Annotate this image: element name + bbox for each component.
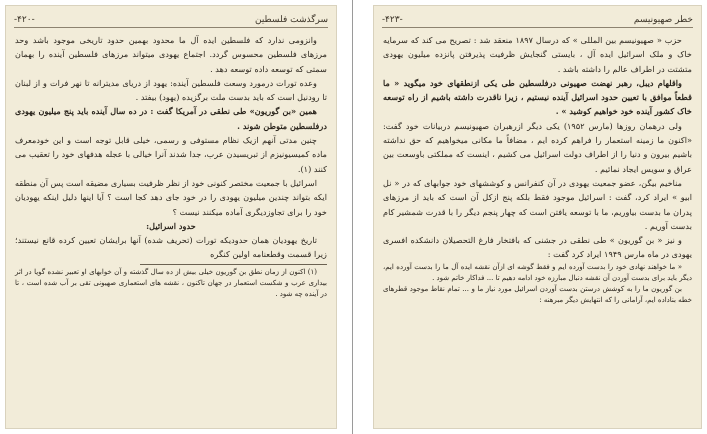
right-paragraph-5: و نیز « بن گوریون » طی نطقی در جشنی که بافتخار فارغ التحصیلان دانشکده افسری یهودی در ماه مارس ۱۹۴۹ ایراد کرد گفت : (383, 235, 692, 260)
left-footnote: (۱) اکنون از زمان نطق بن گوریون خیلی بیش از ده سال گذشته و آن خوابهای او تعبیر نشده گویا در اثر بیداری عرب و شکست استعمار در جهان تاکنون ، نقشه های استعماری صهیونی تقی بر آب شده است ، تا در آینده چه شود . (15, 267, 327, 298)
left-page-number: -۴۲۰- (14, 15, 35, 25)
right-page-number: -۴۲۳- (382, 15, 403, 25)
right-body (383, 33, 692, 424)
left-paragraph-5: اسرائیل با جمعیت مختصر کنونی خود از نظر ظرفیت بسیاری مضیقه است پس آن منطقه ایکه بتواند چندین میلیون یهودی را در خود جای دهد کجا است ؟ آیا اینها دلیل اینکه یهودیان خود را برای تجاوزدیگری آماده میکنند نیست ؟ (15, 177, 327, 217)
right-paragraph-1: حزب « صهیونیسم بین المللی » که درسال ۱۸۹۷ منعقد شد : تصریح می کند که سرمایه خاک و ملک اسرائیل ایده آل ، بایستی گنجایش ظرفیت پذیرفتن پانزده میلیون یهودی متشتت در اطراف عالم را داشته باشد . (383, 35, 692, 74)
right-quote: « ما خواهند نهادی خود را بدست آورده ایم و فقط گوشه ای ازآن نقشه ایده آل ما را بدست آورده ایم، دیگر باید برای بدست آوردن آن نقشه دنبال مبارزه خود ادامه دهیم تا ... فداکار خاتم شود . (383, 262, 692, 282)
right-running-head (382, 13, 693, 28)
left-paragraph-3: همین «بن گوریون» طی نطقی در آمریکا گفت : در ده سال آینده باید پنج میلیون یهودی درفلسطین متوطن شوند . (15, 106, 327, 131)
right-page (374, 6, 701, 428)
left-body (15, 33, 327, 424)
footnote-rule (140, 264, 327, 265)
right-closing: بن گوریون ما را به کوشش درستن بدست آوردن اسرائیل مورد نیاز ما و ... تمام نقاط موجود قطرهای خطه بناداده ایم، آرامانی را که انتهایش دیگر مبرهنه : (383, 284, 692, 304)
right-paragraph-2: واقلهام دیبل، رهبر نهضت صهیونی درفلسطین طی یکی ازنطقهای خود میگوید « ما قطعاً موافق با تعیین حدود اسرائیل آینده نیستیم ، زیرا ناقدرت داشته باشیم از راه توسعه خاک کشور آینده خود خواهیم کوشید » . (383, 77, 692, 117)
right-paragraph-4: مناخیم بیگن، عضو جمعیت یهودی در آن کنفرانس و کوششهای خود جوابهای که در « نل ابیو » ایراد کرد، گفت : اسرائیل موجود فقط بلکه پنج ازکل آن است که باید از مرزهای پدران ما بدست بیاوریم، ما با توسعه یافتن است که چهار پنجم دیگر را با قدرت شمشیر کام بدست آوریم . (383, 177, 692, 231)
left-page (6, 6, 336, 428)
left-running-head (14, 13, 328, 28)
right-paragraph-3: ولی درهمان روزها (مارس ۱۹۵۲) یکی دیگر ازرهبران صهیونیسم دربیانات خود گفت: «اکنون ما زمینه استعمار را فراهم کرده ایم ، مضافاً ما مکانی میخواهیم که حق نداشته باشیم بیرون و دنیا را از اطراف دولت اسرائیل می کشیم ، اینست که مملکتی باوسعت بین عراق و سویس ایجاد نمائیم . (383, 120, 692, 174)
left-paragraph-4: چنین مدتی آنهم ازیک نظام مستوفی و رسمی، خیلی قابل توجه است و این خودمعرف ماده کمیسیونیزم از تبریسیدن عرب، جدا شدند آنرا خیالی با عجله هدفهای خود را تعقیب می کنند (۱). (15, 135, 327, 174)
left-section-paragraph: تاریخ یهودیان همان حدودیکه تورات (تحریف شده) آنها برایشان تعیین کرده قانع نیستند؛ زیرا قسمت وقطعنامه اولین کنگره (15, 235, 327, 260)
left-section-heading: حدود اسرائیل: (146, 220, 196, 231)
page-divider (352, 0, 353, 434)
left-paragraph-2: وعده تورات درمورد وسعت فلسطین آینده: یهود از دریای مدیترانه تا نهر فرات و از لبنان تا رودنیل است که باید بدست ملت برگزیده (یهود) بیفتد . (15, 77, 327, 103)
left-running-title: سرگذشت فلسطین (254, 15, 328, 25)
right-running-title: خطر صهیونیسم (633, 15, 693, 25)
left-paragraph-1: وانزومی ندارد که فلسطین ایده آل ما محدود بهمین حدود تاریخی موجود باشد وحد مرزهای فلسطین محسوس گردد. اجتماع یهودی میتواند مرزهای فلسطین آینده را بهمان سمتی که توسعه داده توسعه دهد . (15, 35, 327, 74)
